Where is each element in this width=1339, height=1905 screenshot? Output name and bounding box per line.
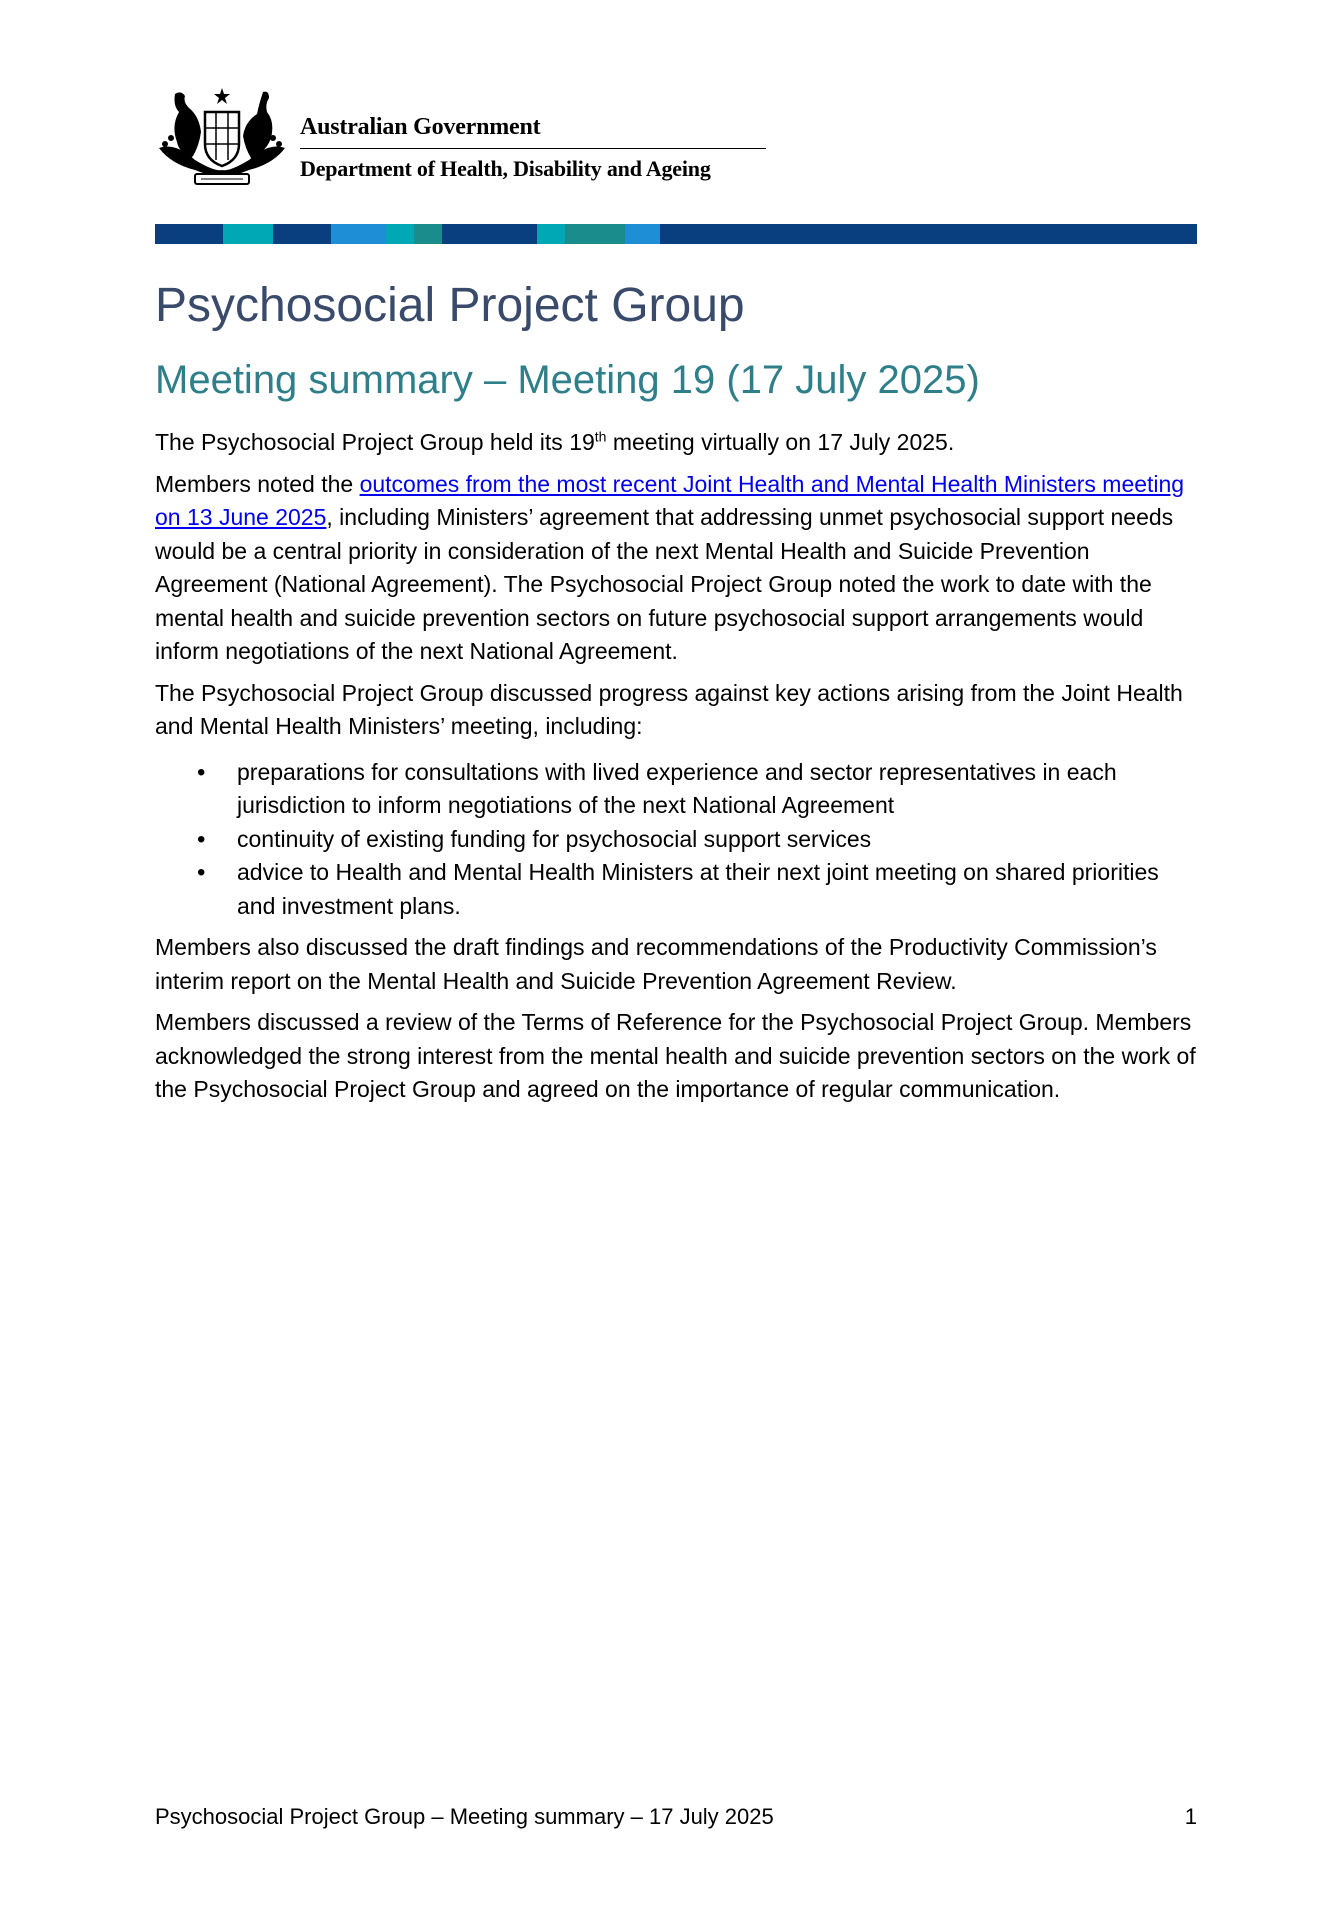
stripe-segment bbox=[273, 224, 331, 244]
stripe-segment bbox=[537, 224, 565, 244]
stripe-segment bbox=[223, 224, 273, 244]
paragraph-productivity-commission: Members also discussed the draft findings and recommendations of the Productivity Commission’s interim report on the Mental Health and Suicide Prevention Agreement Review. bbox=[155, 934, 1157, 994]
stripe-segment bbox=[331, 224, 386, 244]
page-subtitle: Meeting summary – Meeting 19 (17 July 2025) bbox=[155, 358, 980, 402]
ordinal-suffix: th bbox=[594, 428, 607, 445]
para1-text: The Psychosocial Project Group held its 19 bbox=[155, 429, 595, 455]
stripe-segment bbox=[442, 224, 537, 244]
coat-of-arms-logo bbox=[155, 86, 289, 188]
letterhead-rule bbox=[300, 148, 766, 149]
government-name: Australian Government bbox=[300, 114, 541, 140]
stripe-segment bbox=[386, 224, 414, 244]
paragraph-meeting-held bbox=[155, 426, 1197, 460]
stripe-segment bbox=[155, 224, 223, 244]
para2-rest: , including Ministers’ agreement that addressing unmet psychosocial support needs would be a central priority in consideration of the next Mental Health and Suicide Prevention Agreement (National Agreement). The Psychosocial Project Group noted the work to date with the mental health and suicide prevention sectors on future psychosocial support arrangements would inform negotiations of the next National Agreement. bbox=[155, 504, 1174, 664]
department-name: Department of Health, Disability and Ageing bbox=[300, 156, 711, 181]
stripe-segment bbox=[660, 224, 1197, 244]
list-item: • advice to Health and Mental Health Ministers at their next joint meeting on shared priorities and investment plans. bbox=[237, 856, 1197, 923]
key-actions-list bbox=[155, 756, 1197, 924]
stripe-segment bbox=[565, 224, 625, 244]
document-body bbox=[155, 270, 1197, 1107]
page-title: Psychosocial Project Group bbox=[155, 279, 745, 332]
letterhead bbox=[155, 86, 767, 188]
list-item: • preparations for consultations with lived experience and sector representatives in each jurisdiction to inform negotiations of the next National Agreement bbox=[237, 756, 1197, 823]
paragraph-terms-of-reference: Members discussed a review of the Terms of Reference for the Psychosocial Project Group. Members acknowledged the strong interest from the mental health and suicide prevention sectors on the work of the Psychosocial Project Group and agreed on the importance of regular communication. bbox=[155, 1009, 1196, 1102]
footer-text: Psychosocial Project Group – Meeting summary – 17 July 2025 bbox=[155, 1804, 774, 1829]
para2-lead: Members noted the bbox=[155, 470, 360, 497]
list-item: • continuity of existing funding for psychosocial support services bbox=[237, 823, 1197, 857]
para1-text-end: meeting virtually on 17 July 2025. bbox=[606, 429, 955, 455]
page-number: 1 bbox=[1184, 1804, 1197, 1829]
paragraph-ministers-outcomes bbox=[155, 468, 1197, 669]
ministers-meeting-outcomes-link[interactable]: outcomes from the most recent Joint Health and Mental Health Ministers meeting on 13 June 2025 bbox=[155, 470, 1185, 530]
stripe-segment bbox=[625, 224, 660, 244]
brand-stripe bbox=[155, 224, 1197, 244]
paragraph-progress: The Psychosocial Project Group discussed progress against key actions arising from the Joint Health and Mental Health Ministers’ meeting, including: bbox=[155, 679, 1183, 739]
stripe-segment bbox=[414, 224, 442, 244]
